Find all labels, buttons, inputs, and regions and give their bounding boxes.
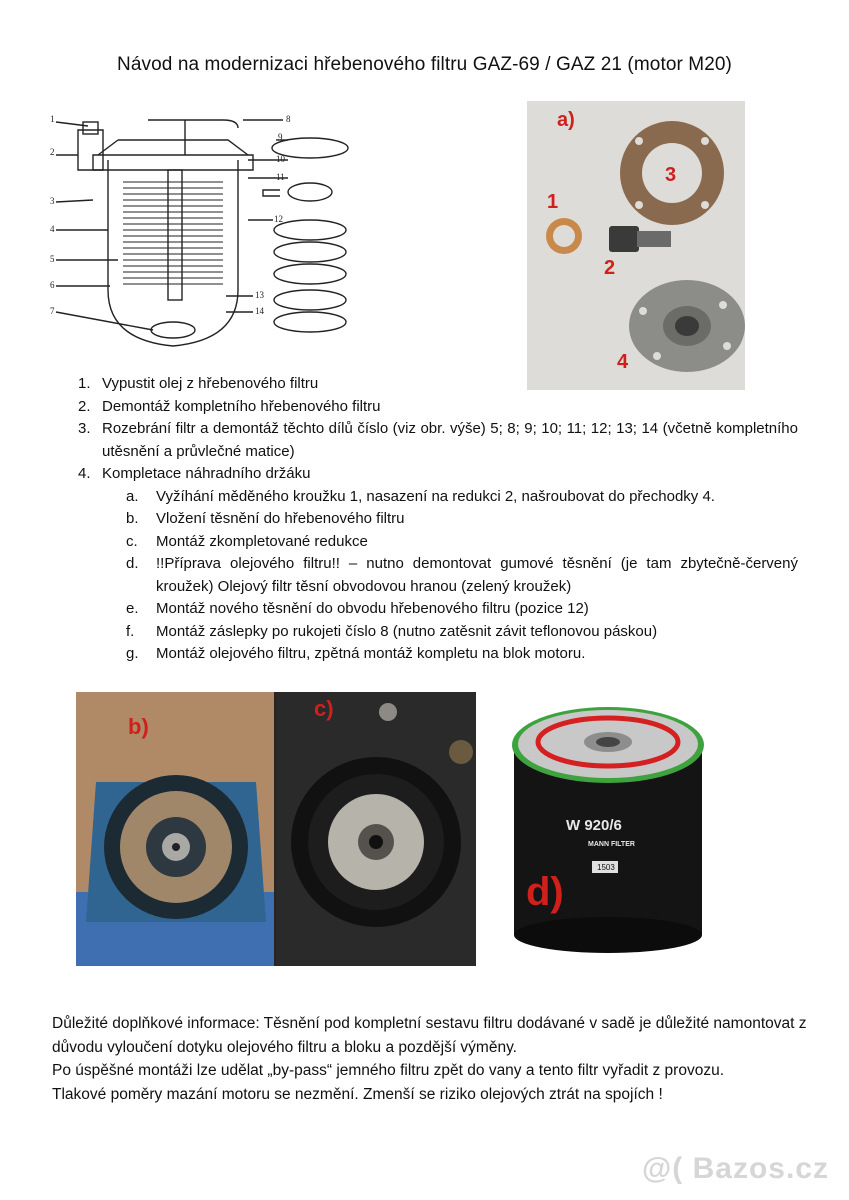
step-item xyxy=(78,396,798,419)
page-title: Návod na modernizaci hřebenového filtru GAZ-69 / GAZ 21 (motor M20) xyxy=(117,54,732,75)
diagram-label-4: 4 xyxy=(50,224,55,234)
photo-d-tag: d) xyxy=(526,870,564,914)
step-number: 2. xyxy=(78,397,91,415)
diagram-label-1: 1 xyxy=(50,114,55,124)
step-number: 3. xyxy=(78,420,91,437)
substep-text: Montáž olejového filtru, zpětná montáž kompletu na blok motoru. xyxy=(156,645,586,662)
diagram-label-12: 12 xyxy=(274,214,283,224)
filter-cross-section-diagram xyxy=(48,100,358,362)
substep-text: Montáž nového těsnění do obvodu hřebenového filtru (pozice 12) xyxy=(156,600,589,617)
substep-text: Montáž záslepky po rukojeti číslo 8 (nutno zatěsnit závit teflonovou páskou) xyxy=(156,622,658,640)
diagram-label-14: 14 xyxy=(255,306,264,316)
diagram-label-11: 11 xyxy=(276,172,285,182)
substep-item xyxy=(102,621,798,644)
filter-model: W 920/6 xyxy=(566,817,622,834)
substep-text: Vyžíhání měděného kroužku 1, nasazení na redukci 2, našroubovat do přechodky 4. xyxy=(156,487,715,505)
part-label-3: 3 xyxy=(665,164,677,186)
step-number: 4. xyxy=(78,465,91,482)
substep-text: !!Příprava olejového filtru!! – nutno demontovat gumové těsnění (je tam zbytečně-červený kroužek) Olejový filtr těsní obvodovou hranou (zelený kroužek) xyxy=(156,555,798,595)
substep-letter: f. xyxy=(126,622,135,640)
part-label-1: 1 xyxy=(547,191,559,213)
photo-c-tag: c) xyxy=(314,696,334,721)
info-paragraph: Důležité doplňkové informace: Těsnění pod kompletní sestavu filtru dodávané v sadě je důležité namontovat z důvodu vyloučení dotyku olejového filtru a bloku a pozdější výměny. xyxy=(52,1015,807,1056)
substep-letter: b. xyxy=(126,510,139,527)
parts-photo-a xyxy=(527,101,745,390)
filter-code: 1503 xyxy=(597,863,615,872)
oil-filter-photo-d xyxy=(506,700,711,960)
substep-letter: g. xyxy=(126,645,139,662)
substep-letter: d. xyxy=(126,555,139,572)
step-text: Kompletace náhradního držáku xyxy=(102,465,311,482)
bazos-watermark: @( Bazos.cz xyxy=(642,1152,829,1185)
diagram-label-2: 2 xyxy=(50,147,55,157)
substep-item xyxy=(102,508,798,531)
filter-brand: MANN FILTER xyxy=(588,841,635,848)
diagram-label-8: 8 xyxy=(286,114,291,124)
step-text: Rozebrání filtr a demontáž těchto dílů číslo (viz obr. výše) 5; 8; 9; 10; 11; 12; 13; 14 (včetně kompletního utěsnění a průvlečné matice) xyxy=(102,420,798,460)
diagram-label-9: 9 xyxy=(278,132,283,142)
diagram-label-5: 5 xyxy=(50,254,55,264)
part-label-2: 2 xyxy=(604,257,616,279)
substep-list xyxy=(102,486,798,666)
substep-text: Vložení těsnění do hřebenového filtru xyxy=(156,510,405,527)
diagram-label-3: 3 xyxy=(50,196,55,206)
step-item xyxy=(78,418,798,463)
substep-letter: e. xyxy=(126,600,139,617)
step-text: Vypustit olej z hřebenového filtru xyxy=(102,375,319,392)
diagram-label-6: 6 xyxy=(50,280,55,290)
step-item xyxy=(78,463,798,666)
step-item xyxy=(78,373,798,396)
diagram-label-7: 7 xyxy=(50,306,55,316)
substep-item xyxy=(102,531,798,554)
substep-text: Montáž zkompletované redukce xyxy=(156,532,368,550)
substep-item xyxy=(102,486,798,509)
photo-b-tag: b) xyxy=(128,714,149,739)
photos-b-c xyxy=(76,692,476,966)
diagram-label-13: 13 xyxy=(255,290,264,300)
additional-info xyxy=(52,1012,812,1106)
part-label-4: 4 xyxy=(617,351,629,373)
instruction-list xyxy=(78,373,798,666)
photo-a-tag: a) xyxy=(557,109,575,131)
substep-item xyxy=(102,643,798,666)
step-text: Demontáž kompletního hřebenového filtru xyxy=(102,397,381,415)
info-paragraph: Tlakové poměry mazání motoru se nezmění. Zmenší se riziko olejových ztrát na spojích ! xyxy=(52,1085,663,1103)
diagram-label-10: 10 xyxy=(276,154,285,164)
substep-item xyxy=(102,553,798,598)
substep-item xyxy=(102,598,798,621)
substep-letter: a. xyxy=(126,487,139,505)
step-number: 1. xyxy=(78,375,91,392)
substep-letter: c. xyxy=(126,532,138,550)
info-paragraph: Po úspěšné montáži lze udělat „by-pass“ jemného filtru zpět do vany a tento filtr vyřadit z provozu. xyxy=(52,1062,725,1079)
